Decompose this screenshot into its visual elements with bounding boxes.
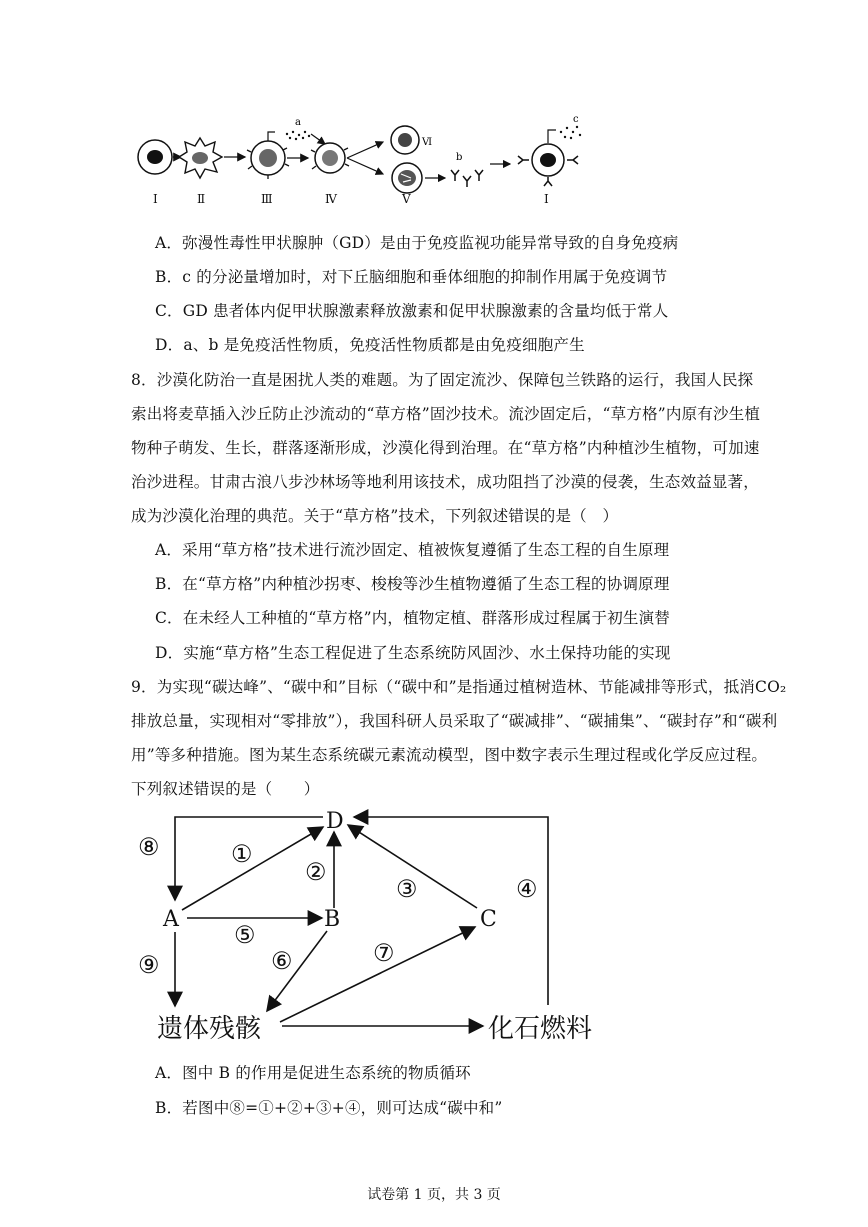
q8-stem-line: 成为沙漠化治理的典范。关于“草方格”技术，下列叙述错误的是（ ） <box>131 507 619 525</box>
q8-option-d: D．实施“草方格”生态工程促进了生态系统防风固沙、水土保持功能的实现 <box>155 644 671 662</box>
cell-two <box>179 138 222 178</box>
label-3: ③ <box>396 875 418 903</box>
fig-label-1: Ⅰ <box>153 192 158 206</box>
node-d: D <box>326 809 344 834</box>
q8-option-b: B．在“草方格”内种植沙拐枣、梭梭等沙生植物遵循了生态工程的协调原理 <box>155 575 670 593</box>
node-b: B <box>324 907 341 932</box>
node-fossil-fuel: 化石燃料 <box>488 1014 593 1044</box>
node-a: A <box>163 907 179 932</box>
label-vi: Ⅵ <box>422 137 433 148</box>
cell-one <box>138 140 172 174</box>
label-c: c <box>573 114 579 125</box>
q8-stem-line: 物种子萌发、生长，群落逐渐形成，沙漠化得到治理。在“草方格”内种植沙生植物，可加速 <box>131 439 760 457</box>
secreted-particles-a <box>286 131 310 140</box>
label-7: ⑦ <box>373 939 395 967</box>
node-c: C <box>480 907 497 932</box>
label-8: ⑧ <box>138 833 160 861</box>
q8-stem-line: 治沙进程。甘肃古浪八步沙林场等地利用该技术，成功阻挡了沙漠的侵袭，生态效益显著， <box>131 473 760 491</box>
q9-stem-line: 9．为实现“碳达峰”、“碳中和”目标（“碳中和”是指通过植树造林、节能减排等形式，抵消CO₂ <box>131 678 787 696</box>
q8-option-a: A．采用“草方格”技术进行流沙固定、植被恢复遵循了生态工程的自生原理 <box>155 541 670 559</box>
cell-six <box>391 126 419 154</box>
q9-stem-line: 用”等多种措施。图为某生态系统碳元素流动模型，图中数字表示生理过程或化学反应过程。 <box>131 746 768 764</box>
fig-label-5: Ⅴ <box>402 192 411 206</box>
label-b: b <box>456 152 463 163</box>
arrow-4 <box>354 817 548 1005</box>
q8-stem-line: 8．沙漠化防治一直是困扰人类的难题。为了固定流沙、保障包兰铁路的运行，我国人民探 <box>131 371 754 389</box>
label-2: ② <box>305 858 327 886</box>
fig-label-3: Ⅲ <box>261 192 273 206</box>
q9-stem-line: 下列叙述错误的是（ ） <box>131 780 320 798</box>
secreted-particles-c <box>560 126 581 139</box>
antibodies-b <box>451 170 483 187</box>
cell-one-target <box>518 144 578 186</box>
q7-option-c: C．GD 患者体内促甲状腺激素释放激素和促甲状腺激素的含量均低于常人 <box>155 302 669 320</box>
q9-option-b: B．若图中⑧=①+②+③+④，则可达成“碳中和” <box>155 1099 503 1117</box>
cell-five <box>392 163 422 193</box>
q8-stem-line: 索出将麦草插入沙丘防止沙流动的“草方格”固沙技术。流沙固定后，“草方格”内原有沙生植 <box>131 405 761 423</box>
fig-label-4: Ⅳ <box>325 192 337 206</box>
q7-option-b: B．c 的分泌量增加时，对下丘脑细胞和垂体细胞的抑制作用属于免疫调节 <box>155 268 668 286</box>
label-5: ⑤ <box>234 921 256 949</box>
label-6: ⑥ <box>271 947 293 975</box>
label-9: ⑨ <box>138 951 160 979</box>
q7-option-a: A．弥漫性毒性甲状腺肿（GD）是由于免疫监视功能异常导致的自身免疫病 <box>155 234 679 252</box>
fig-label-6: Ⅰ <box>544 192 549 206</box>
carbon-flow-diagram <box>130 800 610 1050</box>
q9-option-a: A．图中 B 的作用是促进生态系统的物质循环 <box>155 1064 471 1082</box>
page-footer: 试卷第 1 页，共 3 页 <box>367 1187 501 1203</box>
node-remains: 遗体残骸 <box>157 1014 262 1044</box>
fig-label-2: Ⅱ <box>197 192 206 206</box>
label-1: ① <box>231 840 253 868</box>
q8-option-c: C．在未经人工种植的“草方格”内，植物定植、群落形成过程属于初生演替 <box>155 609 671 627</box>
q9-stem-line: 排放总量，实现相对“零排放”），我国科研人员采取了“碳减排”、“碳捕集”、“碳封存”和“碳利 <box>131 712 778 730</box>
cell-four <box>311 143 349 173</box>
q7-option-d: D．a、b 是免疫活性物质，免疫活性物质都是由免疫细胞产生 <box>155 336 585 354</box>
label-a: a <box>295 117 301 128</box>
cell-three <box>247 141 289 179</box>
label-4: ④ <box>516 875 538 903</box>
